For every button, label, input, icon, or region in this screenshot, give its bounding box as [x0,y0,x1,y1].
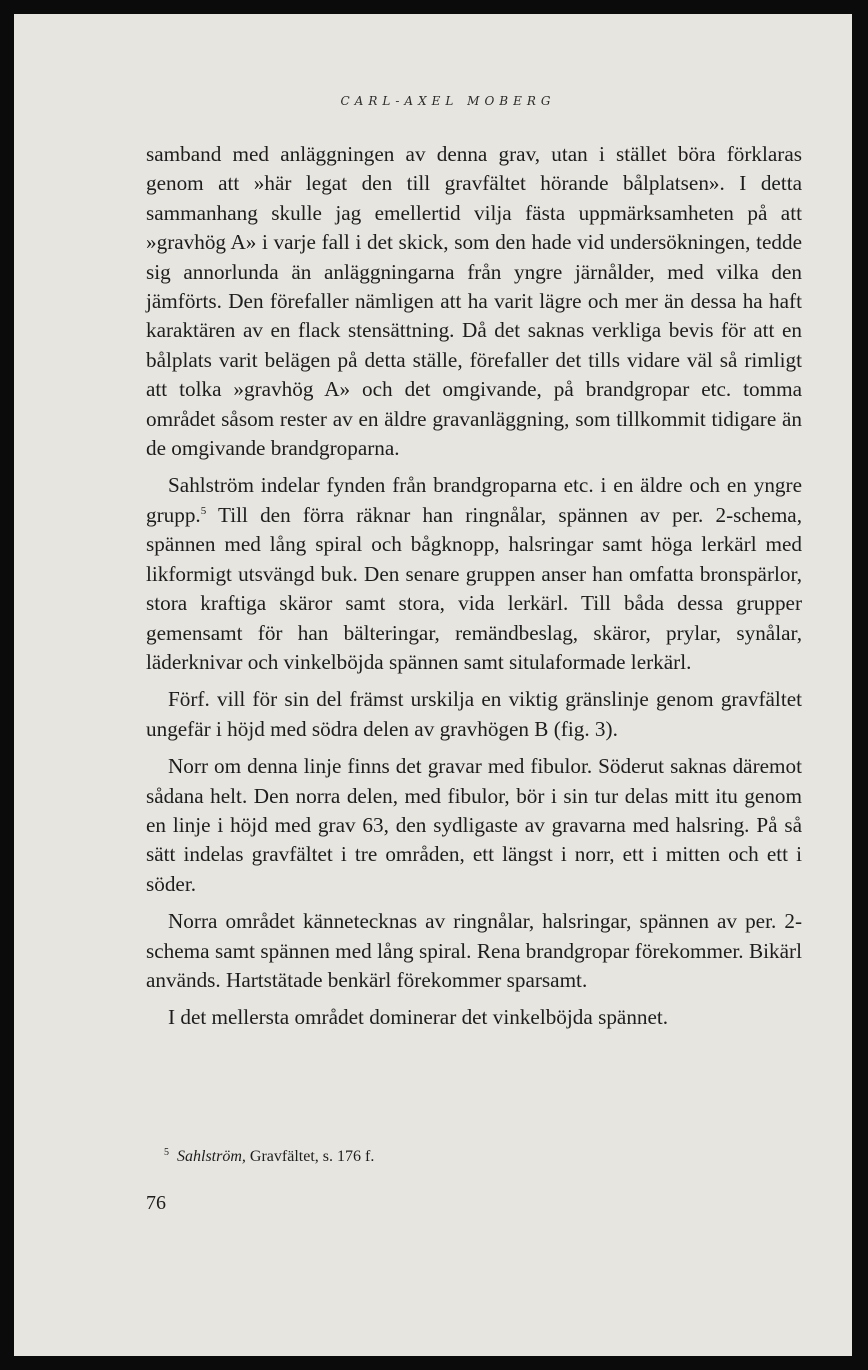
page-number: 76 [146,1192,166,1214]
paragraph-5: Norra området kännetecknas av ringnålar, halsringar, spännen av per. 2-schema samt spännen med lång spiral. Rena brandgropar förekommer. Bikärl används. Hartstätade benkärl förekommer sparsamt. [146,909,802,992]
footnote-mark: 5 [164,1147,169,1158]
running-head: CARL-AXEL MOBERG [340,94,556,108]
paragraph-2-part-2: Till den förra räknar han ringnålar, spännen av per. 2-schema, spännen med lång spiral och bågknopp, halsringar samt höga lerkärl med likformigt utsvängd buk. Den senare gruppen anser han omfatta bronspärlor, stora kraftiga skäror samt stora, vida lerkärl. Till båda dessa grupper gemensamt för han bälteringar, remändbeslag, skäror, prylar, synålar, läderknivar och vinkelböjda spännen samt situlaformade lerkärl. [146,502,802,674]
paragraph-3: Förf. vill för sin del främst urskilja en viktig gränslinje genom gravfältet ungefär i höjd med södra delen av gravhögen B (fig. 3). [146,687,802,741]
footnote-text: Gravfältet, s. 176 f. [245,1148,375,1165]
paragraph-6: I det mellersta området dominerar det vinkelböjda spännet. [168,1005,669,1030]
footnote-reference[interactable]: 5 [200,504,207,517]
paragraph-4: Norr om denna linje finns det gravar med fibulor. Söderut saknas däremot sådana helt. Den norra delen, med fibulor, bör i sin tur delas mitt itu genom en linje i höjd med grav 63, den sydligaste av gravarna med halsring. På så sätt indelas gravfältet i tre områden, ett längst i norr, ett i mitten och ett i söder. [146,754,802,896]
paragraph-1: samband med anläggningen av denna grav, utan i stället böra förklaras genom att »här legat den till gravfältet hörande bålplatsen». I detta sammanhang skulle jag emellertid vilja fästa uppmärksamheten på att »gravhög A» i varje fall i det skick, som den hade vid undersökningen, tedde sig annorlunda än anläggningarna från yngre järnålder, med vilka den jämförts. Den förefaller nämligen att ha varit lägre och mer än dessa ha haft karaktären av en flack stensättning. Då det saknas verkliga bevis för att en bålplats varit belägen på detta ställe, förefaller det tills vidare väl så rimligt att tolka »gravhög A» och det omgivande, på brandgropar etc. tomma området såsom rester av en äldre gravanläggning, som tillkommit tidigare än de omgivande brandgroparna. [146,142,802,461]
book-page [14,14,852,1356]
footnote-author: Sahlström, [177,1148,246,1165]
paragraph-2 [146,471,802,677]
body-text [146,140,802,1033]
paragraph-2-part-1: Sahlström indelar fynden från brandgroparna etc. i en äldre och en yngre grupp. [146,473,802,527]
footnote [164,1147,784,1166]
